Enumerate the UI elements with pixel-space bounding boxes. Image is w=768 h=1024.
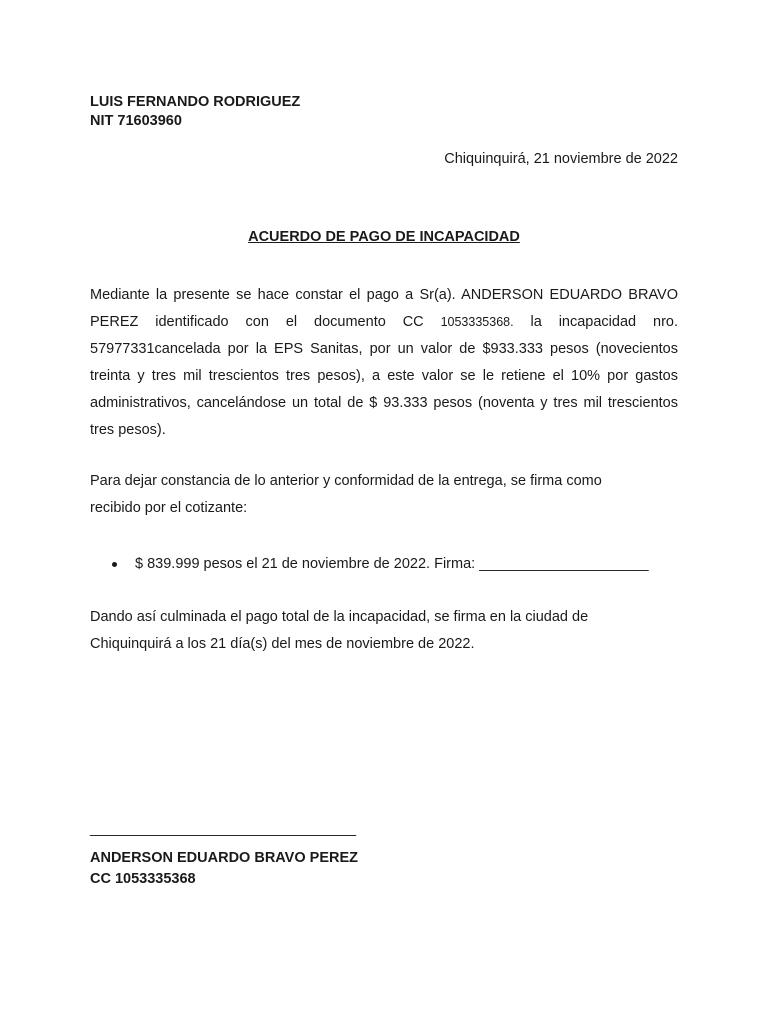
document-number: 1053335368. (440, 315, 514, 329)
list-item (90, 551, 678, 578)
sender-name: LUIS FERNANDO RODRIGUEZ (90, 94, 301, 110)
paragraph-payment-details (90, 282, 678, 444)
sender-block (90, 93, 300, 131)
paragraph-closing: Dando así culminada el pago total de la incapacidad, se firma en la ciudad de Chiquinquirá a los 21 día(s) del mes de noviembre de 2022. (90, 609, 589, 652)
signer-block (90, 848, 358, 890)
payment-list (90, 551, 678, 578)
paragraph-constancia: Para dejar constancia de lo anterior y conformidad de la entrega, se firma como recibido por el cotizante: (90, 473, 602, 516)
bullet-icon (112, 562, 117, 567)
document-title: ACUERDO DE PAGO DE INCAPACIDAD (248, 229, 520, 245)
list-item-text: $ 839.999 pesos el 21 de noviembre de 2022. Firma: _____________________ (135, 556, 649, 572)
document-page (90, 0, 678, 1024)
sender-nit: NIT 71603960 (90, 113, 182, 129)
paragraph-payment-part2: la incapacidad nro. 57977331cancelada por la EPS Sanitas, por un valor de $933.333 pesos (novecientos treinta y tres mil trescientos tres pesos), a este valor se le retiene el 10% por gastos administrativos, cancelándose un total de $ 93.333 pesos (noventa y tres mil trescientos tres pesos). (90, 314, 678, 438)
signer-name: ANDERSON EDUARDO BRAVO PEREZ (90, 850, 359, 866)
signer-id: CC 1053335368 (90, 871, 196, 887)
paragraph-payment-part1: Mediante la presente se hace constar el pago a Sr(a). ANDERSON EDUARDO BRAVO PEREZ identificado con el documento CC (90, 287, 678, 330)
date-line: Chiquinquirá, 21 noviembre de 2022 (444, 151, 678, 167)
signature-line: _________________________________ (90, 821, 357, 837)
